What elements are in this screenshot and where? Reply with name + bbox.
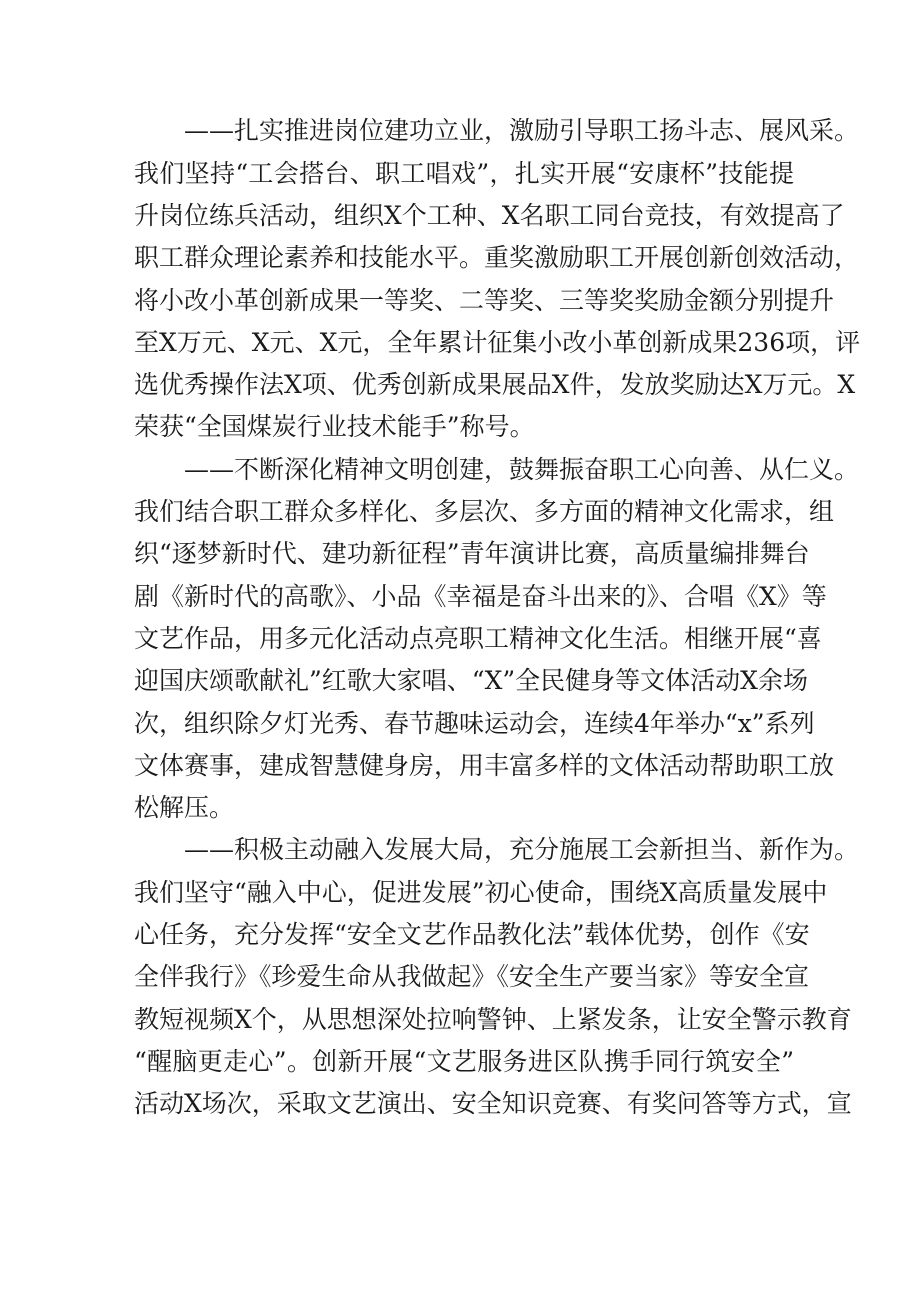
paragraph-1-line-3: 升岗位练兵活动，组织X个工种、X名职工同台竞技，有效提高了 bbox=[134, 201, 845, 230]
paragraph-2-line-9: 松解压。 bbox=[134, 793, 235, 822]
paragraph-1-line-5: 将小改小革创新成果一等奖、二等奖、三等奖奖励金额分别提升 bbox=[134, 286, 835, 315]
paragraph-2-line-5: 文艺作品，用多元化活动点亮职工精神文化生活。相继开展“喜 bbox=[134, 624, 822, 653]
paragraph-3-line-3: 心任务，充分发挥“安全文艺作品教化法”载体优势，创作《安 bbox=[134, 920, 810, 949]
paragraph-3-line-5: 教短视频X个，从思想深处拉响警钟、上紧发条，让安全警示教育 bbox=[134, 1005, 852, 1034]
paragraph-1-line-1: ——扎实推进岗位建功立业，激励引导职工扬斗志、展风采。 bbox=[184, 116, 860, 145]
paragraph-2-line-4: 剧《新时代的高歌》、小品《幸福是奋斗出来的》、合唱《X》等 bbox=[134, 582, 827, 611]
paragraph-1-line-4: 职工群众理论素养和技能水平。重奖激励职工开展创新创效活动， bbox=[134, 243, 860, 272]
paragraph-3-line-7: 活动X场次，采取文艺演出、安全知识竞赛、有奖问答等方式，宣 bbox=[134, 1089, 852, 1118]
paragraph-1-line-6: 至X万元、X元、X元，全年累计征集小改小革创新成果236项，评 bbox=[134, 328, 861, 357]
paragraph-3-line-4: 全伴我行》《珍爱生命从我做起》《安全生产要当家》等安全宣 bbox=[134, 962, 810, 991]
paragraph-3-line-2: 我们坚守“融入中心，促进发展”初心使命，围绕X高质量发展中 bbox=[134, 878, 828, 907]
paragraph-2-line-3: 织“逐梦新时代、建功新征程”青年演讲比赛，高质量编排舞台 bbox=[134, 539, 810, 568]
paragraph-1-line-8: 荣获“全国煤炭行业技术能手”称号。 bbox=[134, 412, 535, 441]
paragraph-1-line-7: 选优秀操作法X项、优秀创新成果展品X件，发放奖励达X万元。X bbox=[134, 370, 856, 399]
paragraph-3-line-1: ——积极主动融入发展大局，充分施展工会新担当、新作为。 bbox=[184, 835, 860, 864]
paragraph-2-line-8: 文体赛事，建成智慧健身房，用丰富多样的文体活动帮助职工放 bbox=[134, 751, 835, 780]
paragraph-3-line-6: “醒脑更走心”。创新开展“文艺服务进区队携手同行筑安全” bbox=[134, 1047, 794, 1076]
paragraph-2-line-7: 次，组织除夕灯光秀、春节趣味运动会，连续4年举办“x”系列 bbox=[134, 709, 815, 738]
paragraph-2-line-6: 迎国庆颂歌献礼”红歌大家唱、“X”全民健身等文体活动X余场 bbox=[134, 666, 808, 695]
paragraph-1-line-2: 我们坚持“工会搭台、职工唱戏”，扎实开展“安康杯”技能提 bbox=[134, 159, 794, 188]
paragraph-2-line-1: ——不断深化精神文明创建，鼓舞振奋职工心向善、从仁义。 bbox=[184, 455, 860, 484]
paragraph-2-line-2: 我们结合职工群众多样化、多层次、多方面的精神文化需求，组 bbox=[134, 497, 835, 526]
